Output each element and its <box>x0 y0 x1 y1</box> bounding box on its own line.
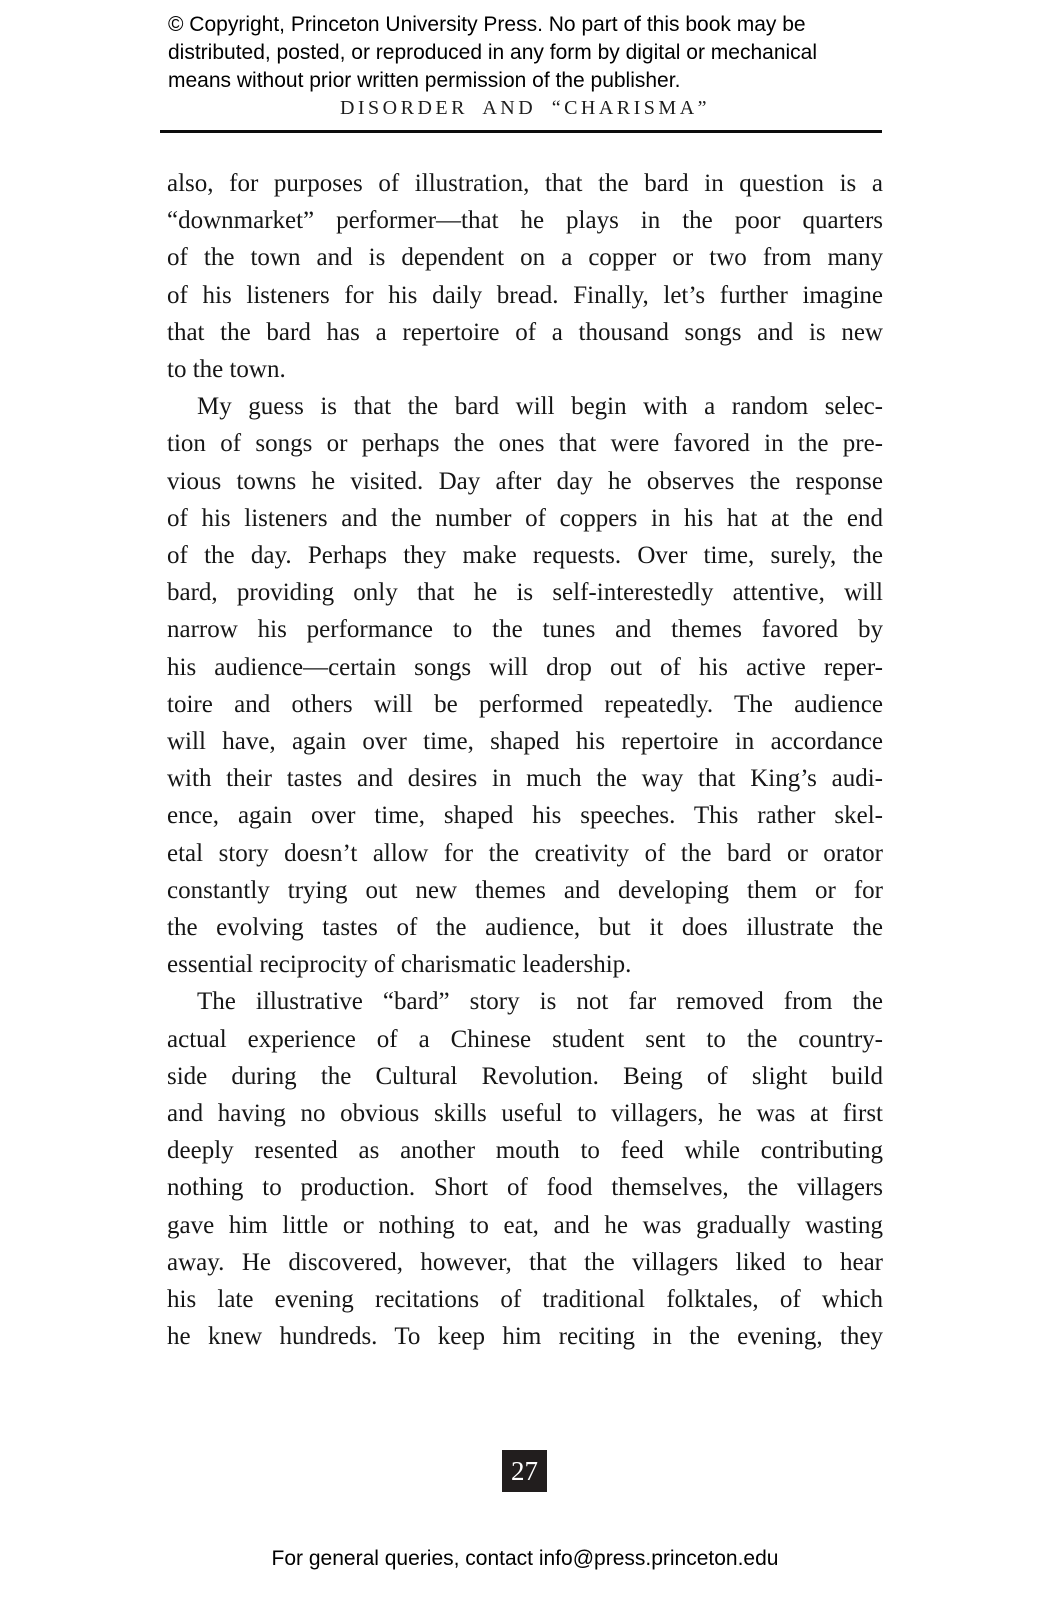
text-line: the evolving tastes of the audience, but it does illustrate the <box>167 914 883 942</box>
text-line: he knew hundreds. To keep him reciting in the evening, they <box>167 1323 883 1351</box>
text-line: also, for purposes of illustration, that the bard in question is a <box>167 170 883 197</box>
paragraph <box>167 165 883 388</box>
text-line: tion of songs or perhaps the ones that were favored in the pre- <box>167 430 883 458</box>
copyright-line: © Copyright, Princeton University Press. No part of this book may be <box>168 13 806 36</box>
text-line: narrow his performance to the tunes and themes favored by <box>167 616 883 644</box>
page-number-badge <box>502 1450 547 1492</box>
paragraph <box>167 388 883 983</box>
text-line: to the town. <box>167 356 286 384</box>
body-text <box>167 165 883 1356</box>
copyright-line: distributed, posted, or reproduced in any form by digital or mechanical <box>168 41 818 64</box>
running-head: DISORDER AND “CHARISMA” <box>339 97 711 119</box>
text-line: of his listeners for his daily bread. Finally, let’s further imagine <box>167 281 883 309</box>
text-line: The illustrative “bard” story is not far removed from the <box>197 988 883 1016</box>
text-line: of his listeners and the number of coppers in his hat at the end <box>167 504 883 532</box>
text-line: “downmarket” performer—that he plays in the poor quarters <box>167 207 883 235</box>
text-line: of the town and is dependent on a copper or two from many <box>167 244 883 272</box>
page-number: 27 <box>511 1455 538 1486</box>
text-line: actual experience of a Chinese student sent to the country- <box>167 1025 883 1053</box>
text-line: bard, providing only that he is self-interestedly attentive, will <box>167 579 883 607</box>
text-line: away. He discovered, however, that the villagers liked to hear <box>167 1248 883 1276</box>
text-line: with their tastes and desires in much the way that King’s audi- <box>167 765 883 793</box>
text-line: My guess is that the bard will begin with a random selec- <box>197 393 883 421</box>
text-line: essential reciprocity of charismatic leadership. <box>167 951 632 979</box>
text-line: will have, again over time, shaped his repertoire in accordance <box>167 728 883 756</box>
copyright-line: means without prior written permission of the publisher. <box>168 69 681 92</box>
text-line: nothing to production. Short of food themselves, the villagers <box>167 1174 883 1202</box>
text-line: vious towns he visited. Day after day he observes the response <box>167 467 883 495</box>
text-line: etal story doesn’t allow for the creativity of the bard or orator <box>167 839 883 867</box>
copyright-notice <box>168 11 884 95</box>
text-line: constantly trying out new themes and developing them or for <box>167 876 883 904</box>
text-line: side during the Cultural Revolution. Being of slight build <box>167 1062 883 1090</box>
paragraph <box>167 983 883 1355</box>
footer-query-line: For general queries, contact info@press.princeton.edu <box>271 1547 779 1570</box>
text-line: that the bard has a repertoire of a thousand songs and is new <box>167 318 883 346</box>
text-line: his late evening recitations of traditional folktales, of which <box>167 1286 883 1314</box>
text-line: and having no obvious skills useful to villagers, he was at first <box>167 1100 883 1128</box>
text-line: his audience—certain songs will drop out of his active reper- <box>167 653 883 681</box>
text-line: deeply resented as another mouth to feed while contributing <box>167 1137 883 1165</box>
header-rule <box>160 130 882 133</box>
text-line: toire and others will be performed repeatedly. The audience <box>167 690 883 718</box>
text-line: of the day. Perhaps they make requests. Over time, surely, the <box>167 542 883 570</box>
text-line: gave him little or nothing to eat, and he was gradually wasting <box>167 1211 883 1239</box>
text-line: ence, again over time, shaped his speeches. This rather skel- <box>167 802 883 830</box>
